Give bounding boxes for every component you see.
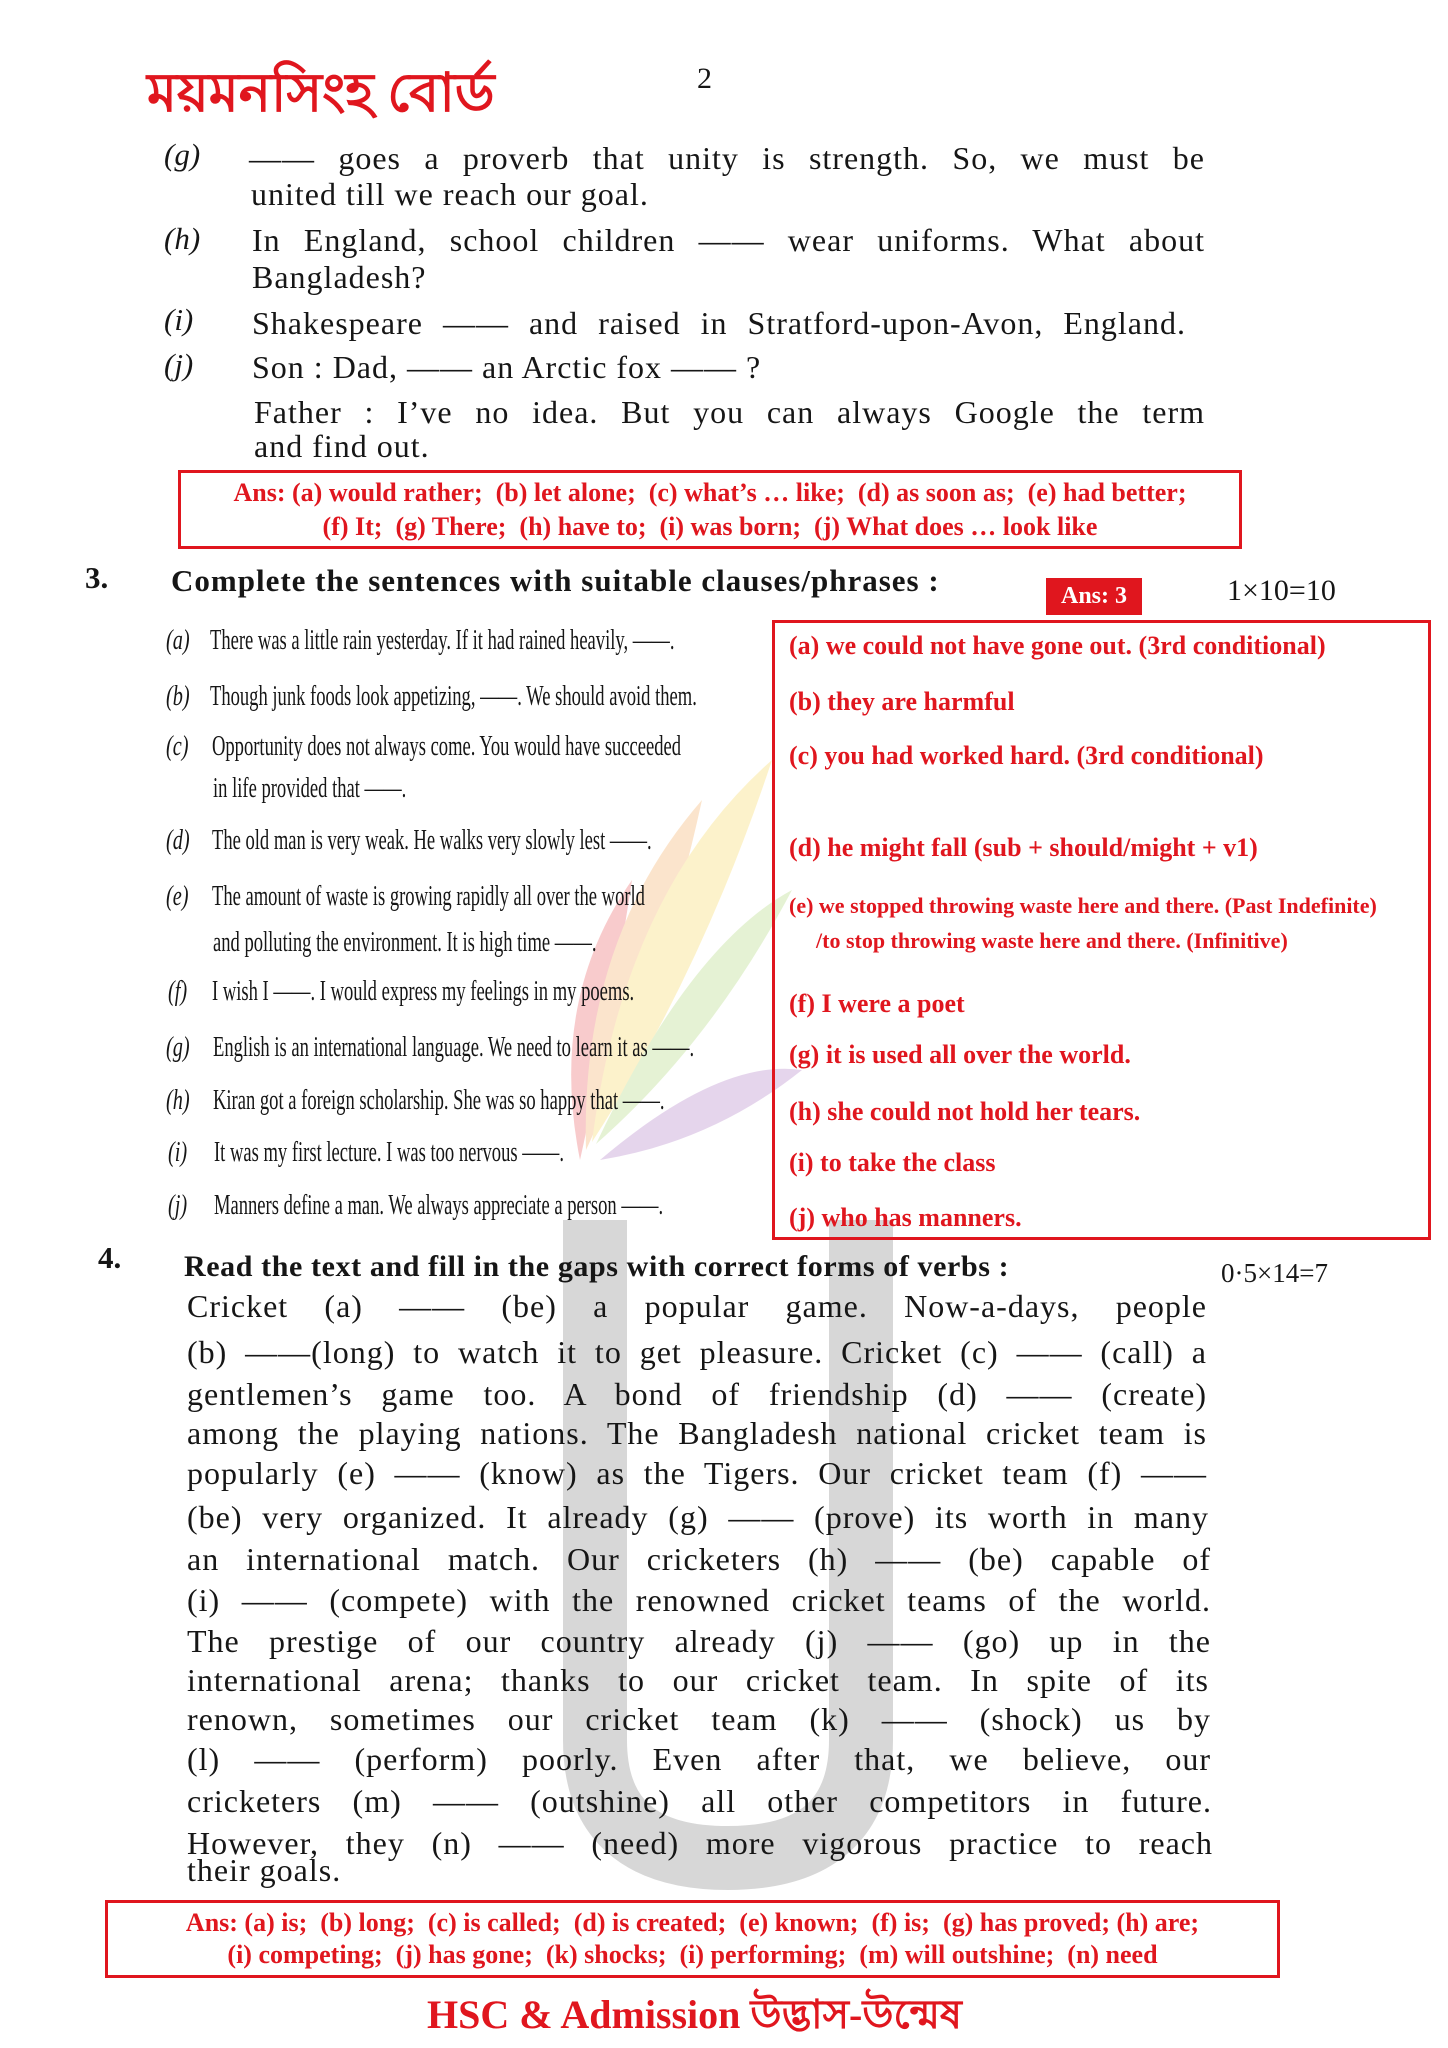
q3-item-e-label: (e) (166, 880, 189, 912)
q4-passage-line-5: popularly (e) —— (know) as the Tigers. Our cricket team (f) —— (187, 1455, 1207, 1491)
q3-instruction: Complete the sentences with suitable clauses/phrases : (171, 563, 940, 598)
q3-answer-e-line-1: (e) we stopped throwing waste here and there. (Past Indefinite) (789, 893, 1377, 918)
q3-item-d-line-1: The old man is very weak. He walks very slowly lest ——. (212, 824, 652, 856)
board-title: ময়মনসিংহ বোর্ড (147, 63, 495, 123)
q3-item-c-line-2: in life provided that ——. (213, 772, 407, 804)
q2-item-g-line-2: united till we reach our goal. (251, 176, 649, 212)
q2-item-h-line-2: Bangladesh? (252, 259, 427, 295)
q2-item-i-line-1: Shakespeare —— and raised in Stratford-upon-Avon, England. (252, 305, 1186, 341)
q4-passage-line-1: Cricket (a) —— (be) a popular game. Now-a-days, people (187, 1288, 1207, 1324)
q4-passage-line-7: an international match. Our cricketers (h) —— (be) capable of (187, 1541, 1211, 1577)
q2-answer-line-2: (f) It; (g) There; (h) have to; (i) was born; (j) What does … look like (322, 511, 1098, 541)
q3-answer-c: (c) you had worked hard. (3rd conditional) (789, 741, 1264, 770)
q3-item-b-line-1: Though junk foods look appetizing, ——. We should avoid them. (210, 680, 697, 712)
q3-answer-e-line-2: /to stop throwing waste here and there. (Infinitive) (816, 928, 1288, 953)
footer-brand-bn: উদ্ভাস-উন্মেষ (750, 1992, 962, 2037)
q2-item-h-line-1: In England, school children —— wear uniforms. What about (252, 222, 1205, 258)
q4-passage-line-11: renown, sometimes our cricket team (k) —— (shock) us by (187, 1701, 1211, 1737)
q3-answer-tag: Ans: 3 (1046, 578, 1142, 615)
q3-item-g-label: (g) (166, 1031, 190, 1063)
q3-item-a-line-1: There was a little rain yesterday. If it had rained heavily, ——. (210, 624, 675, 656)
q4-answer-box (105, 1900, 1280, 1978)
q4-number: 4. (98, 1240, 122, 1275)
footer-brand (427, 1992, 962, 2037)
q3-answer-j: (j) who has manners. (789, 1203, 1022, 1232)
q3-item-j-label: (j) (168, 1189, 188, 1221)
q4-passage-line-9: The prestige of our country already (j) —— (go) up in the (187, 1623, 1211, 1659)
q3-answer-i: (i) to take the class (789, 1148, 996, 1177)
q4-marks: 0·5×14=7 (1221, 1258, 1328, 1288)
q3-item-h-line-1: Kiran got a foreign scholarship. She was so happy that ——. (213, 1084, 665, 1116)
page-number: 2 (697, 62, 712, 95)
q3-item-c-label: (c) (166, 730, 189, 762)
q4-answer-line-2: (i) competing; (j) has gone; (k) shocks; (i) performing; (m) will outshine; (n) need (227, 1940, 1158, 1969)
q3-item-e-line-1: The amount of waste is growing rapidly all over the world (212, 880, 645, 912)
q3-item-b-label: (b) (166, 680, 190, 712)
q2-item-j-line-1: Son : Dad, —— an Arctic fox —— ? (252, 349, 762, 385)
q3-item-d-label: (d) (166, 824, 190, 856)
q3-marks: 1×10=10 (1227, 574, 1336, 607)
q4-passage-line-2: (b) ——(long) to watch it to get pleasure. Cricket (c) —— (call) a (187, 1334, 1207, 1370)
q2-item-j-line-2: Father : I’ve no idea. But you can always Google the term (254, 394, 1205, 430)
q2-item-h-label: (h) (164, 221, 201, 256)
q4-answer-line-1: Ans: (a) is; (b) long; (c) is called; (d) is created; (e) known; (f) is; (g) has proved; (h) are; (185, 1908, 1200, 1937)
q2-answer-line-1: Ans: (a) would rather; (b) let alone; (c) what’s … like; (d) as soon as; (e) had better; (233, 477, 1187, 507)
q4-passage-line-8: (i) —— (compete) with the renowned cricket teams of the world. (187, 1582, 1211, 1618)
q3-item-i-label: (i) (168, 1136, 188, 1168)
q3-answer-g: (g) it is used all over the world. (789, 1040, 1131, 1069)
q3-answer-d: (d) he might fall (sub + should/might + v1) (789, 833, 1258, 862)
q2-item-g-label: (g) (164, 137, 201, 172)
q4-passage-line-13: cricketers (m) —— (outshine) all other competitors in future. (187, 1783, 1212, 1819)
q3-item-f-label: (f) (168, 975, 188, 1007)
footer-brand-en: HSC & Admission (427, 1992, 741, 2037)
q4-passage-line-10: international arena; thanks to our cricket team. In spite of its (187, 1662, 1209, 1698)
q3-number: 3. (85, 560, 109, 595)
q4-passage-line-14: However, they (n) —— (need) more vigorous practice to reach (187, 1825, 1213, 1861)
q3-item-c-line-1: Opportunity does not always come. You would have succeeded (212, 730, 682, 762)
q4-passage-line-12: (l) —— (perform) poorly. Even after that, we believe, our (187, 1741, 1211, 1777)
q3-item-f-line-1: I wish I ——. I would express my feelings in my poems. (212, 975, 635, 1007)
q4-passage-line-15: their goals. (187, 1852, 342, 1888)
q4-instruction: Read the text and fill in the gaps with correct forms of verbs : (184, 1250, 1010, 1283)
q4-passage-line-3: gentlemen’s game too. A bond of friendship (d) —— (create) (187, 1376, 1207, 1412)
q2-item-g-line-1: —— goes a proverb that unity is strength. So, we must be (249, 140, 1205, 176)
q2-answer-box (178, 470, 1242, 549)
q3-answer-a: (a) we could not have gone out. (3rd conditional) (789, 631, 1326, 660)
q3-item-g-line-1: English is an international language. We need to learn it as ——. (213, 1031, 695, 1063)
q2-item-j-line-3: and find out. (254, 428, 430, 464)
q3-answer-f: (f) I were a poet (789, 989, 965, 1018)
q4-passage-line-4: among the playing nations. The Bangladesh national cricket team is (187, 1415, 1207, 1451)
q2-item-j-label: (j) (164, 347, 194, 382)
q4-passage-line-6: (be) very organized. It already (g) —— (prove) its worth in many (187, 1499, 1209, 1535)
q3-item-i-line-1: It was my first lecture. I was too nervous ——. (214, 1136, 564, 1168)
q2-item-i-label: (i) (164, 302, 194, 337)
q3-item-a-label: (a) (166, 624, 190, 656)
q3-answer-b: (b) they are harmful (789, 687, 1015, 716)
q3-item-h-label: (h) (166, 1084, 190, 1116)
q3-answer-h: (h) she could not hold her tears. (789, 1097, 1141, 1126)
q3-item-j-line-1: Manners define a man. We always appreciate a person ——. (214, 1189, 664, 1221)
q3-item-e-line-2: and polluting the environment. It is high time ——. (213, 926, 597, 958)
